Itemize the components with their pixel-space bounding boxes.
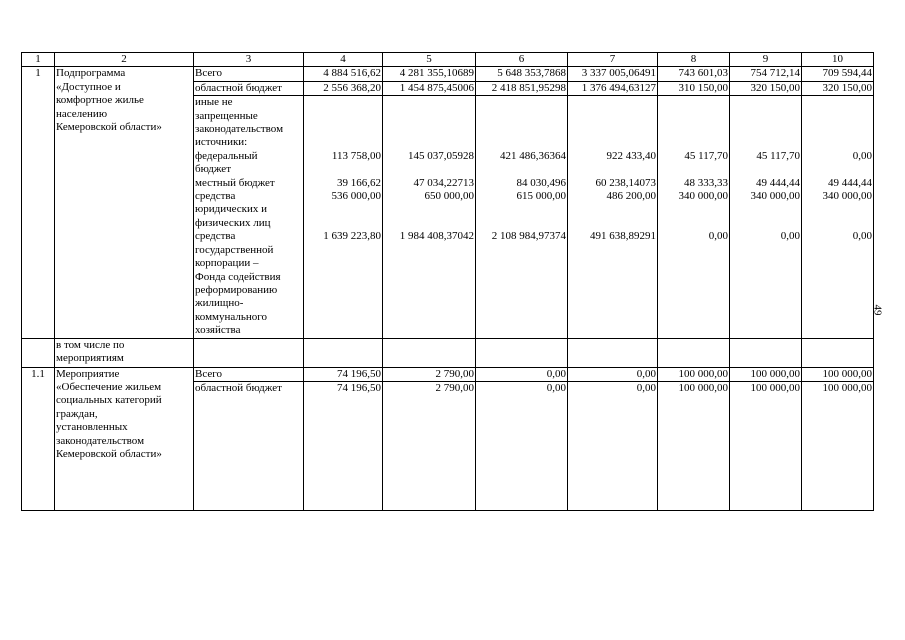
table-row bbox=[22, 367, 874, 381]
value-cell: 0,00 bbox=[730, 230, 802, 338]
funding-source-line: юридических и bbox=[195, 203, 268, 216]
value-cell: 0,00 bbox=[476, 381, 568, 510]
empty-cell bbox=[568, 338, 658, 367]
page-number: 49 bbox=[871, 304, 884, 316]
header-cell: 3 bbox=[194, 53, 304, 67]
funding-source-line: областной бюджет bbox=[195, 381, 282, 394]
value-cell: 922 433,40 bbox=[568, 150, 658, 177]
empty-cell bbox=[568, 96, 658, 150]
measure-name bbox=[55, 367, 194, 510]
funding-source bbox=[194, 67, 304, 81]
measure-name-line: законодательством bbox=[56, 434, 145, 447]
funding-source-line: федеральный bbox=[195, 149, 258, 162]
value-cell: 1 376 494,63127 bbox=[568, 81, 658, 95]
program-name-line: «Доступное и bbox=[56, 80, 121, 93]
header-cell: 2 bbox=[55, 53, 194, 67]
value-cell: 1 984 408,37042 bbox=[383, 230, 476, 338]
header-cell: 4 bbox=[304, 53, 383, 67]
value-cell: 4 281 355,10689 bbox=[383, 67, 476, 81]
value-cell: 486 200,00 bbox=[568, 190, 658, 230]
table-row bbox=[22, 67, 874, 81]
value-cell: 2 790,00 bbox=[383, 381, 476, 510]
funding-source-line: Всего bbox=[195, 67, 222, 80]
empty-cell bbox=[194, 338, 304, 367]
funding-source-line: местный бюджет bbox=[195, 176, 275, 189]
funding-source-line: жилищно- bbox=[195, 297, 244, 310]
header-cell: 7 bbox=[568, 53, 658, 67]
value-cell: 100 000,00 bbox=[730, 381, 802, 510]
measure-name-line: граждан, bbox=[56, 407, 98, 420]
header-cell: 9 bbox=[730, 53, 802, 67]
funding-source-line: государственной bbox=[195, 243, 274, 256]
header-cell: 8 bbox=[658, 53, 730, 67]
funding-source bbox=[194, 190, 304, 230]
empty-cell bbox=[304, 338, 383, 367]
program-name bbox=[55, 67, 194, 338]
header-row bbox=[22, 53, 874, 67]
funding-source-line: бюджет bbox=[195, 163, 231, 176]
funding-source-line: областной бюджет bbox=[195, 81, 282, 94]
value-cell: 2 556 368,20 bbox=[304, 81, 383, 95]
value-cell: 754 712,14 bbox=[730, 67, 802, 81]
value-cell: 320 150,00 bbox=[802, 81, 874, 95]
other-sources-line: законодательством bbox=[195, 123, 284, 136]
empty-cell bbox=[658, 338, 730, 367]
funding-source-line: реформированию bbox=[195, 283, 278, 296]
value-cell: 743 601,03 bbox=[658, 67, 730, 81]
program-name-line: комфортное жилье bbox=[56, 94, 144, 107]
funding-source bbox=[194, 177, 304, 190]
funding-source bbox=[194, 367, 304, 381]
value-cell: 340 000,00 bbox=[658, 190, 730, 230]
measure-name-line: Кемеровской области» bbox=[56, 447, 162, 460]
funding-source-line: физических лиц bbox=[195, 216, 271, 229]
program-name-line: населению bbox=[56, 107, 108, 120]
value-cell: 47 034,22713 bbox=[383, 177, 476, 190]
value-cell: 49 444,44 bbox=[730, 177, 802, 190]
empty-cell bbox=[476, 338, 568, 367]
empty-cell bbox=[383, 96, 476, 150]
value-cell: 0,00 bbox=[476, 367, 568, 381]
value-cell: 3 337 005,06491 bbox=[568, 67, 658, 81]
value-cell: 0,00 bbox=[568, 381, 658, 510]
other-sources-label bbox=[194, 96, 304, 150]
header-cell: 1 bbox=[22, 53, 55, 67]
row-index: 1.1 bbox=[22, 367, 55, 510]
empty-cell bbox=[730, 96, 802, 150]
row-index: 1 bbox=[22, 67, 55, 338]
value-cell: 0,00 bbox=[568, 367, 658, 381]
program-name-line: Подпрограмма bbox=[56, 67, 126, 80]
funding-source-line: средства bbox=[195, 230, 236, 243]
value-cell: 145 037,05928 bbox=[383, 150, 476, 177]
funding-source-line: корпорации – bbox=[195, 257, 259, 270]
empty-cell bbox=[476, 96, 568, 150]
value-cell: 84 030,496 bbox=[476, 177, 568, 190]
header-cell: 6 bbox=[476, 53, 568, 67]
value-cell: 320 150,00 bbox=[730, 81, 802, 95]
value-cell: 340 000,00 bbox=[802, 190, 874, 230]
measure-name-line: социальных категорий bbox=[56, 394, 162, 407]
value-cell: 491 638,89291 bbox=[568, 230, 658, 338]
budget-table bbox=[21, 52, 874, 511]
value-cell: 1 454 875,45006 bbox=[383, 81, 476, 95]
subrow-label-line: мероприятиям bbox=[56, 351, 124, 364]
empty-cell bbox=[802, 338, 874, 367]
value-cell: 421 486,36364 bbox=[476, 150, 568, 177]
value-cell: 0,00 bbox=[802, 230, 874, 338]
value-cell: 100 000,00 bbox=[802, 381, 874, 510]
value-cell: 650 000,00 bbox=[383, 190, 476, 230]
header-cell: 5 bbox=[383, 53, 476, 67]
value-cell: 49 444,44 bbox=[802, 177, 874, 190]
table-row bbox=[22, 338, 874, 367]
value-cell: 100 000,00 bbox=[802, 367, 874, 381]
value-cell: 340 000,00 bbox=[730, 190, 802, 230]
funding-source bbox=[194, 381, 304, 510]
funding-source-line: хозяйства bbox=[195, 324, 241, 337]
funding-source bbox=[194, 150, 304, 177]
value-cell: 615 000,00 bbox=[476, 190, 568, 230]
header-cell: 10 bbox=[802, 53, 874, 67]
value-cell: 45 117,70 bbox=[730, 150, 802, 177]
value-cell: 74 196,50 bbox=[304, 367, 383, 381]
value-cell: 45 117,70 bbox=[658, 150, 730, 177]
empty-cell bbox=[730, 338, 802, 367]
empty-cell bbox=[383, 338, 476, 367]
value-cell: 113 758,00 bbox=[304, 150, 383, 177]
funding-source-line: Фонда содействия bbox=[195, 270, 281, 283]
value-cell: 4 884 516,62 bbox=[304, 67, 383, 81]
value-cell: 310 150,00 bbox=[658, 81, 730, 95]
subrow-label bbox=[55, 338, 194, 367]
value-cell: 1 639 223,80 bbox=[304, 230, 383, 338]
funding-source bbox=[194, 230, 304, 338]
empty-cell bbox=[802, 96, 874, 150]
other-sources-line: запрещенные bbox=[195, 109, 258, 122]
measure-name-line: установленных bbox=[56, 421, 128, 434]
value-cell: 0,00 bbox=[658, 230, 730, 338]
value-cell: 100 000,00 bbox=[658, 381, 730, 510]
measure-name-line: Мероприятие bbox=[56, 367, 120, 380]
value-cell: 74 196,50 bbox=[304, 381, 383, 510]
value-cell: 48 333,33 bbox=[658, 177, 730, 190]
funding-source bbox=[194, 81, 304, 95]
value-cell: 709 594,44 bbox=[802, 67, 874, 81]
empty-cell bbox=[304, 96, 383, 150]
value-cell: 2 790,00 bbox=[383, 367, 476, 381]
funding-source-line: средства bbox=[195, 190, 236, 203]
value-cell: 39 166,62 bbox=[304, 177, 383, 190]
value-cell: 2 418 851,95298 bbox=[476, 81, 568, 95]
value-cell: 100 000,00 bbox=[658, 367, 730, 381]
funding-source-line: Всего bbox=[195, 367, 222, 380]
value-cell: 100 000,00 bbox=[730, 367, 802, 381]
value-cell: 0,00 bbox=[802, 150, 874, 177]
other-sources-line: иные не bbox=[195, 96, 233, 109]
measure-name-line: «Обеспечение жильем bbox=[56, 380, 162, 393]
value-cell: 536 000,00 bbox=[304, 190, 383, 230]
funding-source-line: коммунального bbox=[195, 310, 267, 323]
program-name-line: Кемеровской области» bbox=[56, 121, 162, 134]
subrow-label-line: в том числе по bbox=[56, 338, 125, 351]
other-sources-line: источники: bbox=[195, 136, 248, 149]
empty-cell bbox=[658, 96, 730, 150]
value-cell: 60 238,14073 bbox=[568, 177, 658, 190]
empty-cell bbox=[22, 338, 55, 367]
value-cell: 5 648 353,7868 bbox=[476, 67, 568, 81]
value-cell: 2 108 984,97374 bbox=[476, 230, 568, 338]
